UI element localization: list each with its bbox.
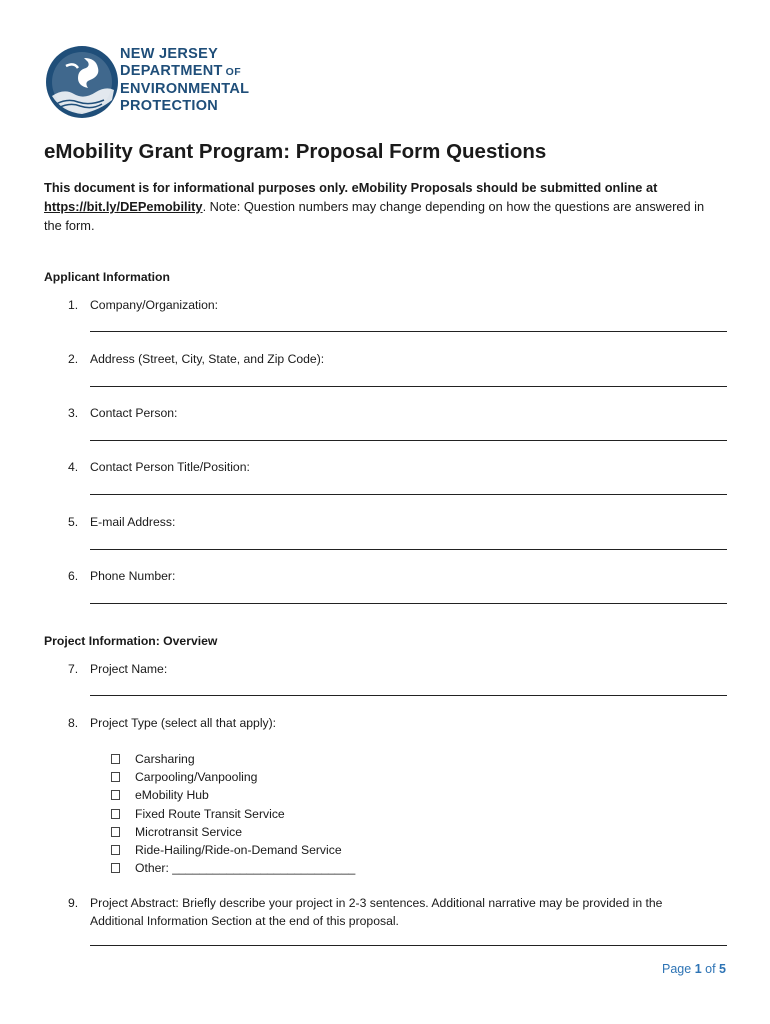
- question-text: E-mail Address:: [90, 515, 176, 529]
- agency-of: OF: [225, 66, 242, 78]
- answer-line-5[interactable]: [90, 549, 727, 550]
- option-ride-hailing[interactable]: [111, 841, 355, 859]
- checkbox[interactable]: [111, 863, 120, 873]
- question-text: Project Abstract: Briefly describe your project in 2-3 sentences. Additional narrative may be provided in the Additional Information Section at the end of this proposal.: [90, 896, 663, 928]
- page-of: of: [705, 962, 716, 976]
- question-number: 7.: [68, 662, 79, 676]
- option-label: Ride-Hailing/Ride-on-Demand Service: [135, 843, 342, 858]
- question-4: [68, 459, 250, 476]
- project-type-options: [111, 750, 355, 877]
- answer-line-2[interactable]: [90, 386, 727, 387]
- option-fixed-route-transit[interactable]: [111, 805, 355, 823]
- answer-line-9[interactable]: [90, 945, 727, 946]
- intro-paragraph: [44, 178, 724, 235]
- submission-link[interactable]: https://bit.ly/DEPemobility: [44, 199, 203, 214]
- agency-line-1: NEW JERSEY: [120, 46, 219, 62]
- question-number: 6.: [68, 569, 79, 583]
- page-total: 5: [719, 962, 726, 976]
- checkbox[interactable]: [111, 845, 120, 855]
- intro-bold-text: This document is for informational purposes only. eMobility Proposals should be submitted online at: [44, 180, 658, 195]
- agency-name: [120, 46, 249, 115]
- question-6: [68, 568, 175, 585]
- option-label: Other: ___________________________: [135, 861, 356, 876]
- question-text: Contact Person Title/Position:: [90, 460, 250, 474]
- section-project-information: Project Information: Overview: [44, 634, 218, 648]
- question-text: Company/Organization:: [90, 298, 219, 312]
- checkbox[interactable]: [111, 809, 120, 819]
- document-title: eMobility Grant Program: Proposal Form Questions: [44, 140, 547, 163]
- question-number: 8.: [68, 716, 79, 730]
- question-number: 9.: [68, 896, 79, 910]
- option-label: Carpooling/Vanpooling: [135, 770, 258, 785]
- question-text: Contact Person:: [90, 406, 178, 420]
- question-number: 5.: [68, 515, 79, 529]
- option-carsharing[interactable]: [111, 750, 355, 768]
- option-other[interactable]: [111, 859, 355, 877]
- answer-line-7[interactable]: [90, 695, 727, 696]
- question-number: 3.: [68, 406, 79, 420]
- question-8: [68, 715, 276, 732]
- page-current: 1: [694, 962, 702, 976]
- question-7: [68, 661, 167, 678]
- nj-dep-seal-icon: [44, 44, 120, 120]
- checkbox[interactable]: [111, 772, 120, 782]
- answer-line-6[interactable]: [90, 603, 727, 604]
- agency-line-4: PROTECTION: [120, 98, 219, 114]
- question-text: Address (Street, City, State, and Zip Code):: [90, 352, 325, 366]
- agency-line-2: DEPARTMENT: [120, 63, 223, 79]
- answer-line-1[interactable]: [90, 331, 727, 332]
- page-footer: [662, 962, 726, 976]
- checkbox[interactable]: [111, 754, 120, 764]
- question-number: 1.: [68, 298, 79, 312]
- page-label: Page: [662, 962, 692, 976]
- checkbox[interactable]: [111, 827, 120, 837]
- intro-note-text: . Note: Question numbers may change depending on how the questions are answered in the form.: [44, 199, 705, 233]
- option-emobility-hub[interactable]: [111, 786, 355, 804]
- question-text: Project Name:: [90, 662, 168, 676]
- option-label: Fixed Route Transit Service: [135, 806, 285, 821]
- question-1: [68, 297, 218, 314]
- answer-line-4[interactable]: [90, 494, 727, 495]
- question-2: [68, 351, 324, 368]
- agency-line-3: ENVIRONMENTAL: [120, 81, 250, 97]
- question-number: 2.: [68, 352, 79, 366]
- option-carpooling-vanpooling[interactable]: [111, 768, 355, 786]
- question-5: [68, 514, 175, 531]
- question-text: Project Type (select all that apply):: [90, 716, 277, 730]
- option-microtransit[interactable]: [111, 823, 355, 841]
- question-number: 4.: [68, 460, 79, 474]
- option-label: Carsharing: [135, 752, 195, 767]
- checkbox[interactable]: [111, 790, 120, 800]
- option-label: eMobility Hub: [135, 788, 209, 803]
- question-3: [68, 405, 177, 422]
- answer-line-3[interactable]: [90, 440, 727, 441]
- option-label: Microtransit Service: [135, 824, 243, 839]
- section-applicant-information: Applicant Information: [44, 270, 170, 284]
- question-text: Phone Number:: [90, 569, 176, 583]
